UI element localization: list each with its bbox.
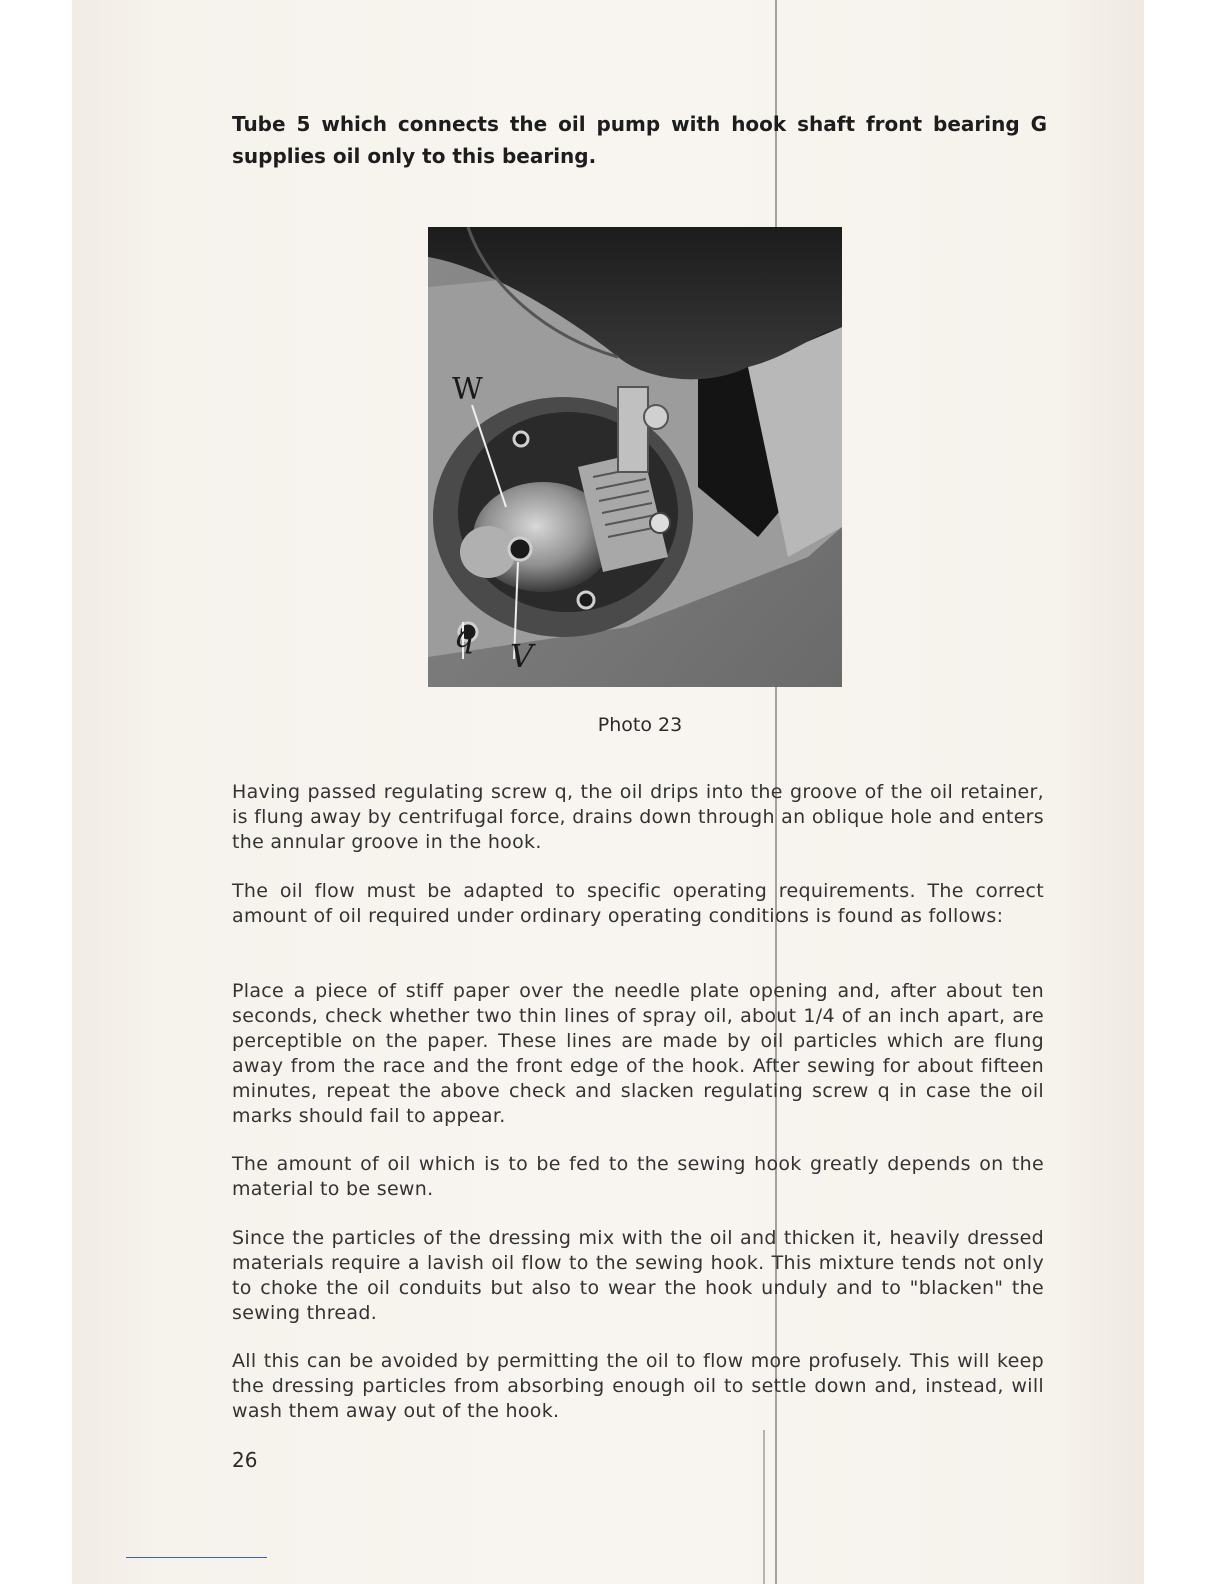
intro-paragraph: Tube 5 which connects the oil pump with hook shaft front bearing G supplies oil only to this bearing. xyxy=(232,112,1047,168)
label-v: V xyxy=(510,637,534,675)
photo-sewing-hook xyxy=(428,227,842,687)
page-number: 26 xyxy=(232,1448,258,1472)
label-w: W xyxy=(452,372,483,407)
footer-rule xyxy=(126,1557,267,1558)
label-q: q xyxy=(454,617,475,655)
paragraph-1: Having passed regulating screw q, the oil drips into the groove of the oil retainer, is flung away by centrifugal force, drains down through an oblique hole and enters the annular groove in the hook. xyxy=(232,781,1044,853)
paragraph-6: All this can be avoided by permitting the oil to flow more profusely. This will keep the dressing particles from absorbing enough oil to settle down and, instead, will wash them away out of the hook. xyxy=(232,1350,1044,1422)
photo-caption: Photo 23 xyxy=(597,714,683,736)
paragraph-2: The oil flow must be adapted to specific operating requirements. The correct amount of oil required under ordinary operating conditions is found as follows: xyxy=(232,880,1044,927)
page-fold-line-lower xyxy=(763,1430,765,1584)
paragraph-3: Place a piece of stiff paper over the needle plate opening and, after about ten seconds, check whether two thin lines of spray oil, about 1/4 of an inch apart, are perceptible on the paper. These lines are made by oil particles which are flung away from the race and the front edge of the hook. After sewing for about fifteen minutes, repeat the above check and slacken regulating screw q in case the oil marks should fail to appear. xyxy=(232,980,1044,1127)
paragraph-4: The amount of oil which is to be fed to the sewing hook greatly depends on the material to be sewn. xyxy=(232,1153,1044,1200)
paragraph-5: Since the particles of the dressing mix with the oil and thicken it, heavily dressed materials require a lavish oil flow to the sewing hook. This mixture tends not only to choke the oil conduits but also to wear the hook unduly and to "blacken" the sewing thread. xyxy=(232,1227,1044,1324)
photo-illustration xyxy=(428,227,842,687)
